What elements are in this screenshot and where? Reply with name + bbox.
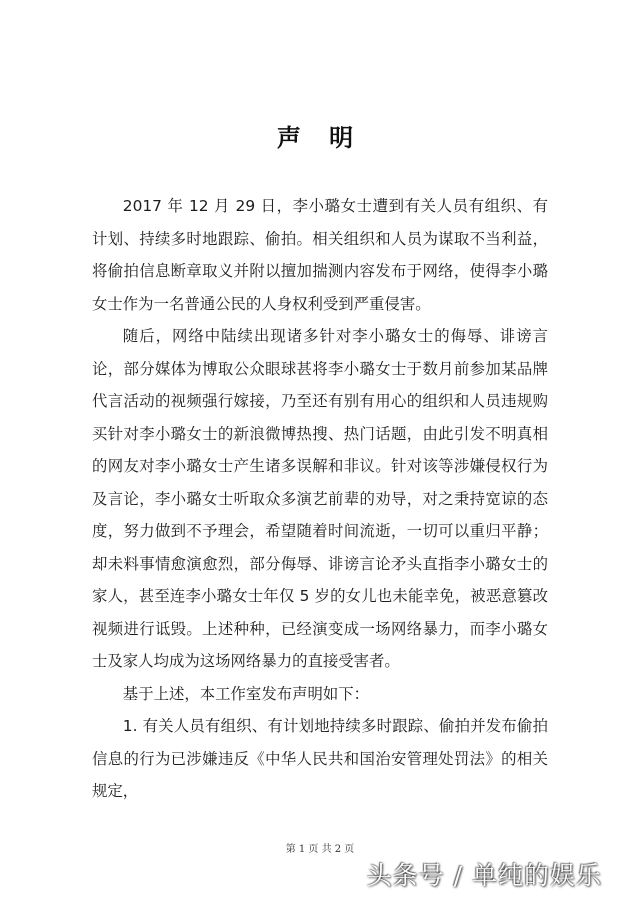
- paragraph: 1. 有关人员有组织、有计划地持续多时跟踪、偷拍并发布偷拍信息的行为已涉嫌违反《中华人民共和国治安管理处罚法》的相关规定，: [92, 717, 548, 800]
- page-number-footer: 第 1 页 共 2 页: [285, 844, 355, 855]
- paragraph: 随后，网络中陆续出现诸多针对李小璐女士的侮辱、诽谤言论，部分媒体为博取公众眼球甚将李小璐女士于数月前参加某品牌代言活动的视频强行嫁接，乃至还有别有用心的组织和人员违规购买针对李小璐女士的新浪微博热搜、热门话题，由此引发不明真相的网友对李小璐女士产生诸多误解和非议。针对该等涉嫌侵权行为及言论，李小璐女士听取众多演艺前辈的劝导，对之秉持宽谅的态度，努力做到不予理会，希望随着时间流逝，一切可以重归平静；却未料事情愈演愈烈，部分侮辱、诽谤言论矛头直指李小璐女士的家人，甚至连李小璐女士年仅 5 岁的女儿也未能幸免，被恶意篡改视频进行诋毁。上述种种，已经演变成一场网络暴力，而李小璐女士及家人均成为这场网络暴力的直接受害者。: [92, 327, 548, 670]
- watermark-text: 头条号 / 单纯的娱乐: [366, 861, 602, 890]
- document-title: 声 明: [276, 124, 364, 152]
- document-body: [92, 190, 548, 808]
- paragraph: 2017 年 12 月 29 日，李小璐女士遭到有关人员有组织、有计划、持续多时地跟踪、偷拍。相关组织和人员为谋取不当利益，将偷拍信息断章取义并附以擅加揣测内容发布于网络，使得李小璐女士作为一名普通公民的人身权利受到严重侵害。: [92, 197, 548, 313]
- paragraph: 基于上述，本工作室发布声明如下：: [122, 684, 370, 703]
